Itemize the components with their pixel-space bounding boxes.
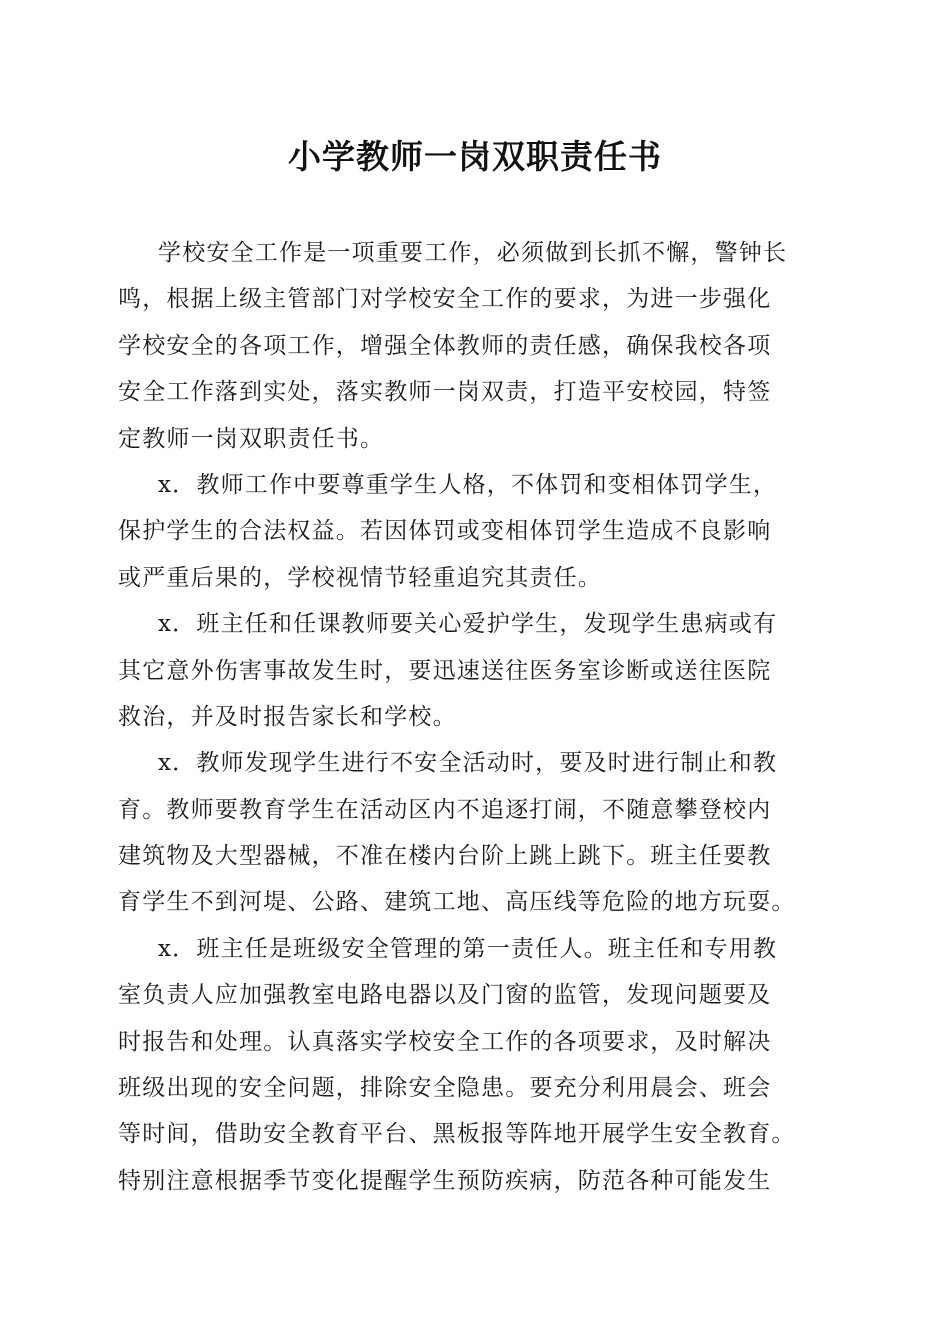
text-line: x．班主任是班级安全管理的第一责任人。班主任和专用教 — [158, 935, 778, 962]
text-line: 学校安全工作是一项重要工作，必须做到长抓不懈，警钟长 — [158, 240, 788, 266]
text-line: 鸣，根据上级主管部门对学校安全工作的要求，为进一步强化 — [118, 286, 772, 313]
document-title: 小学教师一岗双职责任书 — [288, 137, 662, 176]
text-line: 其它意外伤害事故发生时，要迅速送往医务室诊断或送往医院 — [118, 657, 772, 684]
text-line: 保护学生的合法权益。若因体罚或变相体罚学生造成不良影响 — [118, 518, 772, 545]
text-line: 育学生不到河堤、公路、建筑工地、高压线等危险的地方玩耍。 — [118, 889, 796, 916]
text-line: 班级出现的安全问题，排除安全隐患。要充分利用晨会、班会 — [118, 1075, 772, 1102]
document-body — [118, 230, 836, 1204]
text-line: 时报告和处理。认真落实学校安全工作的各项要求，及时解决 — [118, 1028, 772, 1055]
text-line: 建筑物及大型器械，不准在楼内台阶上跳上跳下。班主任要教 — [118, 843, 772, 870]
text-line: 等时间，借助安全教育平台、黑板报等阵地开展学生安全教育。 — [118, 1121, 796, 1148]
paragraph-item-unsafe-activity — [118, 740, 836, 926]
text-line: 定教师一岗双职责任书。 — [118, 425, 385, 452]
text-line: 特别注意根据季节变化提醒学生预防疾病，防范各种可能发生 — [118, 1167, 772, 1194]
paragraph-item-class-teacher — [118, 926, 836, 1204]
text-line: x．教师工作中要尊重学生人格，不体罚和变相体罚学生， — [158, 471, 778, 498]
text-line: 或严重后果的，学校视情节轻重追究其责任。 — [118, 564, 602, 591]
text-line: 学校安全的各项工作，增强全体教师的责任感，确保我校各项 — [118, 332, 772, 359]
text-line: 救治，并及时报告家长和学校。 — [118, 703, 457, 730]
text-line: x．教师发现学生进行不安全活动时，要及时进行制止和教 — [158, 750, 778, 777]
text-line: x．班主任和任课教师要关心爱护学生，发现学生患病或有 — [158, 611, 778, 638]
text-line: 安全工作落到实处，落实教师一岗双责，打造平安校园，特签 — [118, 379, 772, 406]
paragraph-item-care — [118, 601, 836, 740]
paragraph-intro — [118, 230, 836, 462]
paragraph-item-respect — [118, 462, 836, 601]
text-line: 育。教师要教育学生在活动区内不追逐打闹，不随意攀登校内 — [118, 796, 772, 823]
text-line: 室负责人应加强教室电路电器以及门窗的监管，发现问题要及 — [118, 982, 772, 1009]
